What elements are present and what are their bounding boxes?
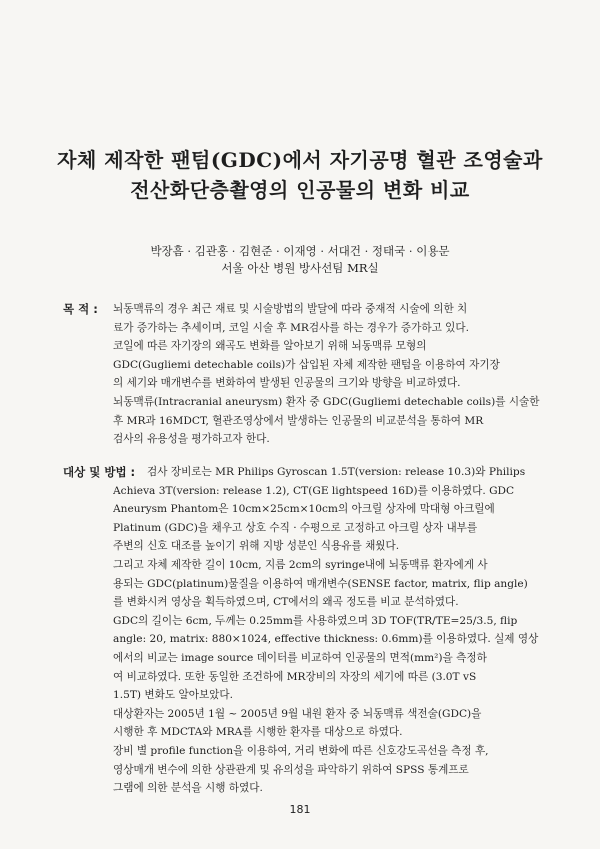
text-line: 의 세기와 매개변수를 변화하여 발생된 인공물의 크기와 방향을 비교하였다. — [113, 377, 461, 390]
text-line: 검사 장비로는 MR Philips Gyroscan 1.5T(version: release 10.3)와 Philips — [147, 466, 526, 478]
methods-label: 대상 및 방법 : — [63, 465, 136, 479]
text-line: Achieva 3T(version: release 1.2), CT(GE lightspeed 16D)를 이용하였다. GDC — [113, 484, 515, 497]
author-block — [0, 243, 600, 277]
text-line: 1.5T) 변화도 알아보았다. — [113, 689, 234, 702]
author-affiliation: 서울 아산 병원 방사선팀 MR실 — [221, 261, 379, 275]
paper-title — [0, 145, 600, 205]
text-line: 용되는 GDC(platinum)물질을 이용하여 매개변수(SENSE factor, matrix, flip angle) — [113, 577, 528, 590]
purpose-section — [0, 300, 600, 470]
text-line: Aneurysm Phantom은 10cm×25cm×10cm의 아크릴 상자에 막대형 아크릴에 — [113, 503, 495, 516]
paper-title-line-2: 전산화단층촬영의 인공물의 변화 비교 — [130, 178, 470, 202]
page-number: 181 — [289, 803, 311, 816]
paper-title-line-1: 자체 제작한 팬텀(GDC)에서 자기공명 혈관 조영술과 — [57, 148, 543, 172]
text-line: 에서의 비교는 image source 데이터를 비교하여 인공물의 면적(mm²)을 측정하 — [113, 651, 487, 664]
purpose-label: 목 적 : — [63, 302, 98, 316]
text-line: 검사의 유용성을 평가하고자 한다. — [113, 433, 270, 446]
text-line: 대상환자는 2005년 1월 ~ 2005년 9월 내원 환자 중 뇌동맥류 색전술(GDC)을 — [113, 707, 482, 720]
purpose-text — [113, 300, 541, 449]
text-line: 료가 증가하는 추세이며, 코일 시술 후 MR검사를 하는 경우가 증가하고 있다. — [113, 321, 470, 334]
text-line: Platinum (GDC)을 채우고 상호 수직 · 수평으로 고정하고 아크릴 상자 내부를 — [113, 521, 478, 534]
text-line: GDC(Gugliemi detechable coils)가 삽입된 자체 제작한 팬텀을 이용하여 자기장 — [113, 358, 500, 371]
text-line: 코일에 따른 자기장의 왜곡도 변화를 알아보기 위해 뇌동맥류 모형의 — [113, 340, 427, 353]
text-line: GDC의 길이는 6cm, 두께는 0.25mm를 사용하였으며 3D TOF(TR/TE=25/3.5, flip — [113, 614, 518, 627]
text-line: 시행한 후 MDCTA와 MRA를 시행한 환자를 대상으로 하였다. — [113, 726, 403, 739]
text-line: 주변의 신호 대조를 높이기 위해 지방 성분인 식용유를 채웠다. — [113, 540, 400, 553]
text-line: 그리고 자체 제작한 길이 10cm, 지름 2cm의 syringe내에 뇌동맥류 환자에게 사 — [113, 558, 488, 571]
methods-section — [0, 463, 600, 795]
text-line: 그램에 의한 분석을 시행 하였다. — [113, 782, 263, 795]
text-line: 여 비교하였다. 또한 동일한 조건하에 MR장비의 자장의 세기에 따른 (3.0T vS — [113, 670, 477, 683]
methods-text — [113, 463, 541, 798]
text-line: 장비 별 profile function을 이용하여, 거리 변화에 따른 신호강도곡선을 측정 후, — [113, 744, 489, 757]
text-line: 뇌동맥류의 경우 최근 재료 및 시술방법의 발달에 따라 중재적 시술에 의한 치 — [113, 303, 468, 315]
text-line: 뇌동맥류(Intracranial aneurysm) 환자 중 GDC(Gugliemi detechable coils)를 시술한 — [113, 395, 540, 408]
author-names: 박장흠 · 김관홍 · 김현준 · 이재영 · 서대건 · 정태국 · 이용문 — [150, 244, 450, 258]
text-line: 후 MR과 16MDCT, 혈관조영상에서 발생하는 인공물의 비교분석을 통하여 MR — [113, 414, 484, 427]
text-line: angle: 20, matrix: 880×1024, effective thickness: 0.6mm)를 이용하였다. 실제 영상 — [113, 633, 539, 646]
text-line: 를 변화시켜 영상을 획득하였으며, CT에서의 왜곡 정도를 비교 분석하였다. — [113, 596, 459, 609]
text-line: 영상매개 변수에 의한 상관관계 및 유의성을 파악하기 위하여 SPSS 통계프로 — [113, 763, 469, 776]
